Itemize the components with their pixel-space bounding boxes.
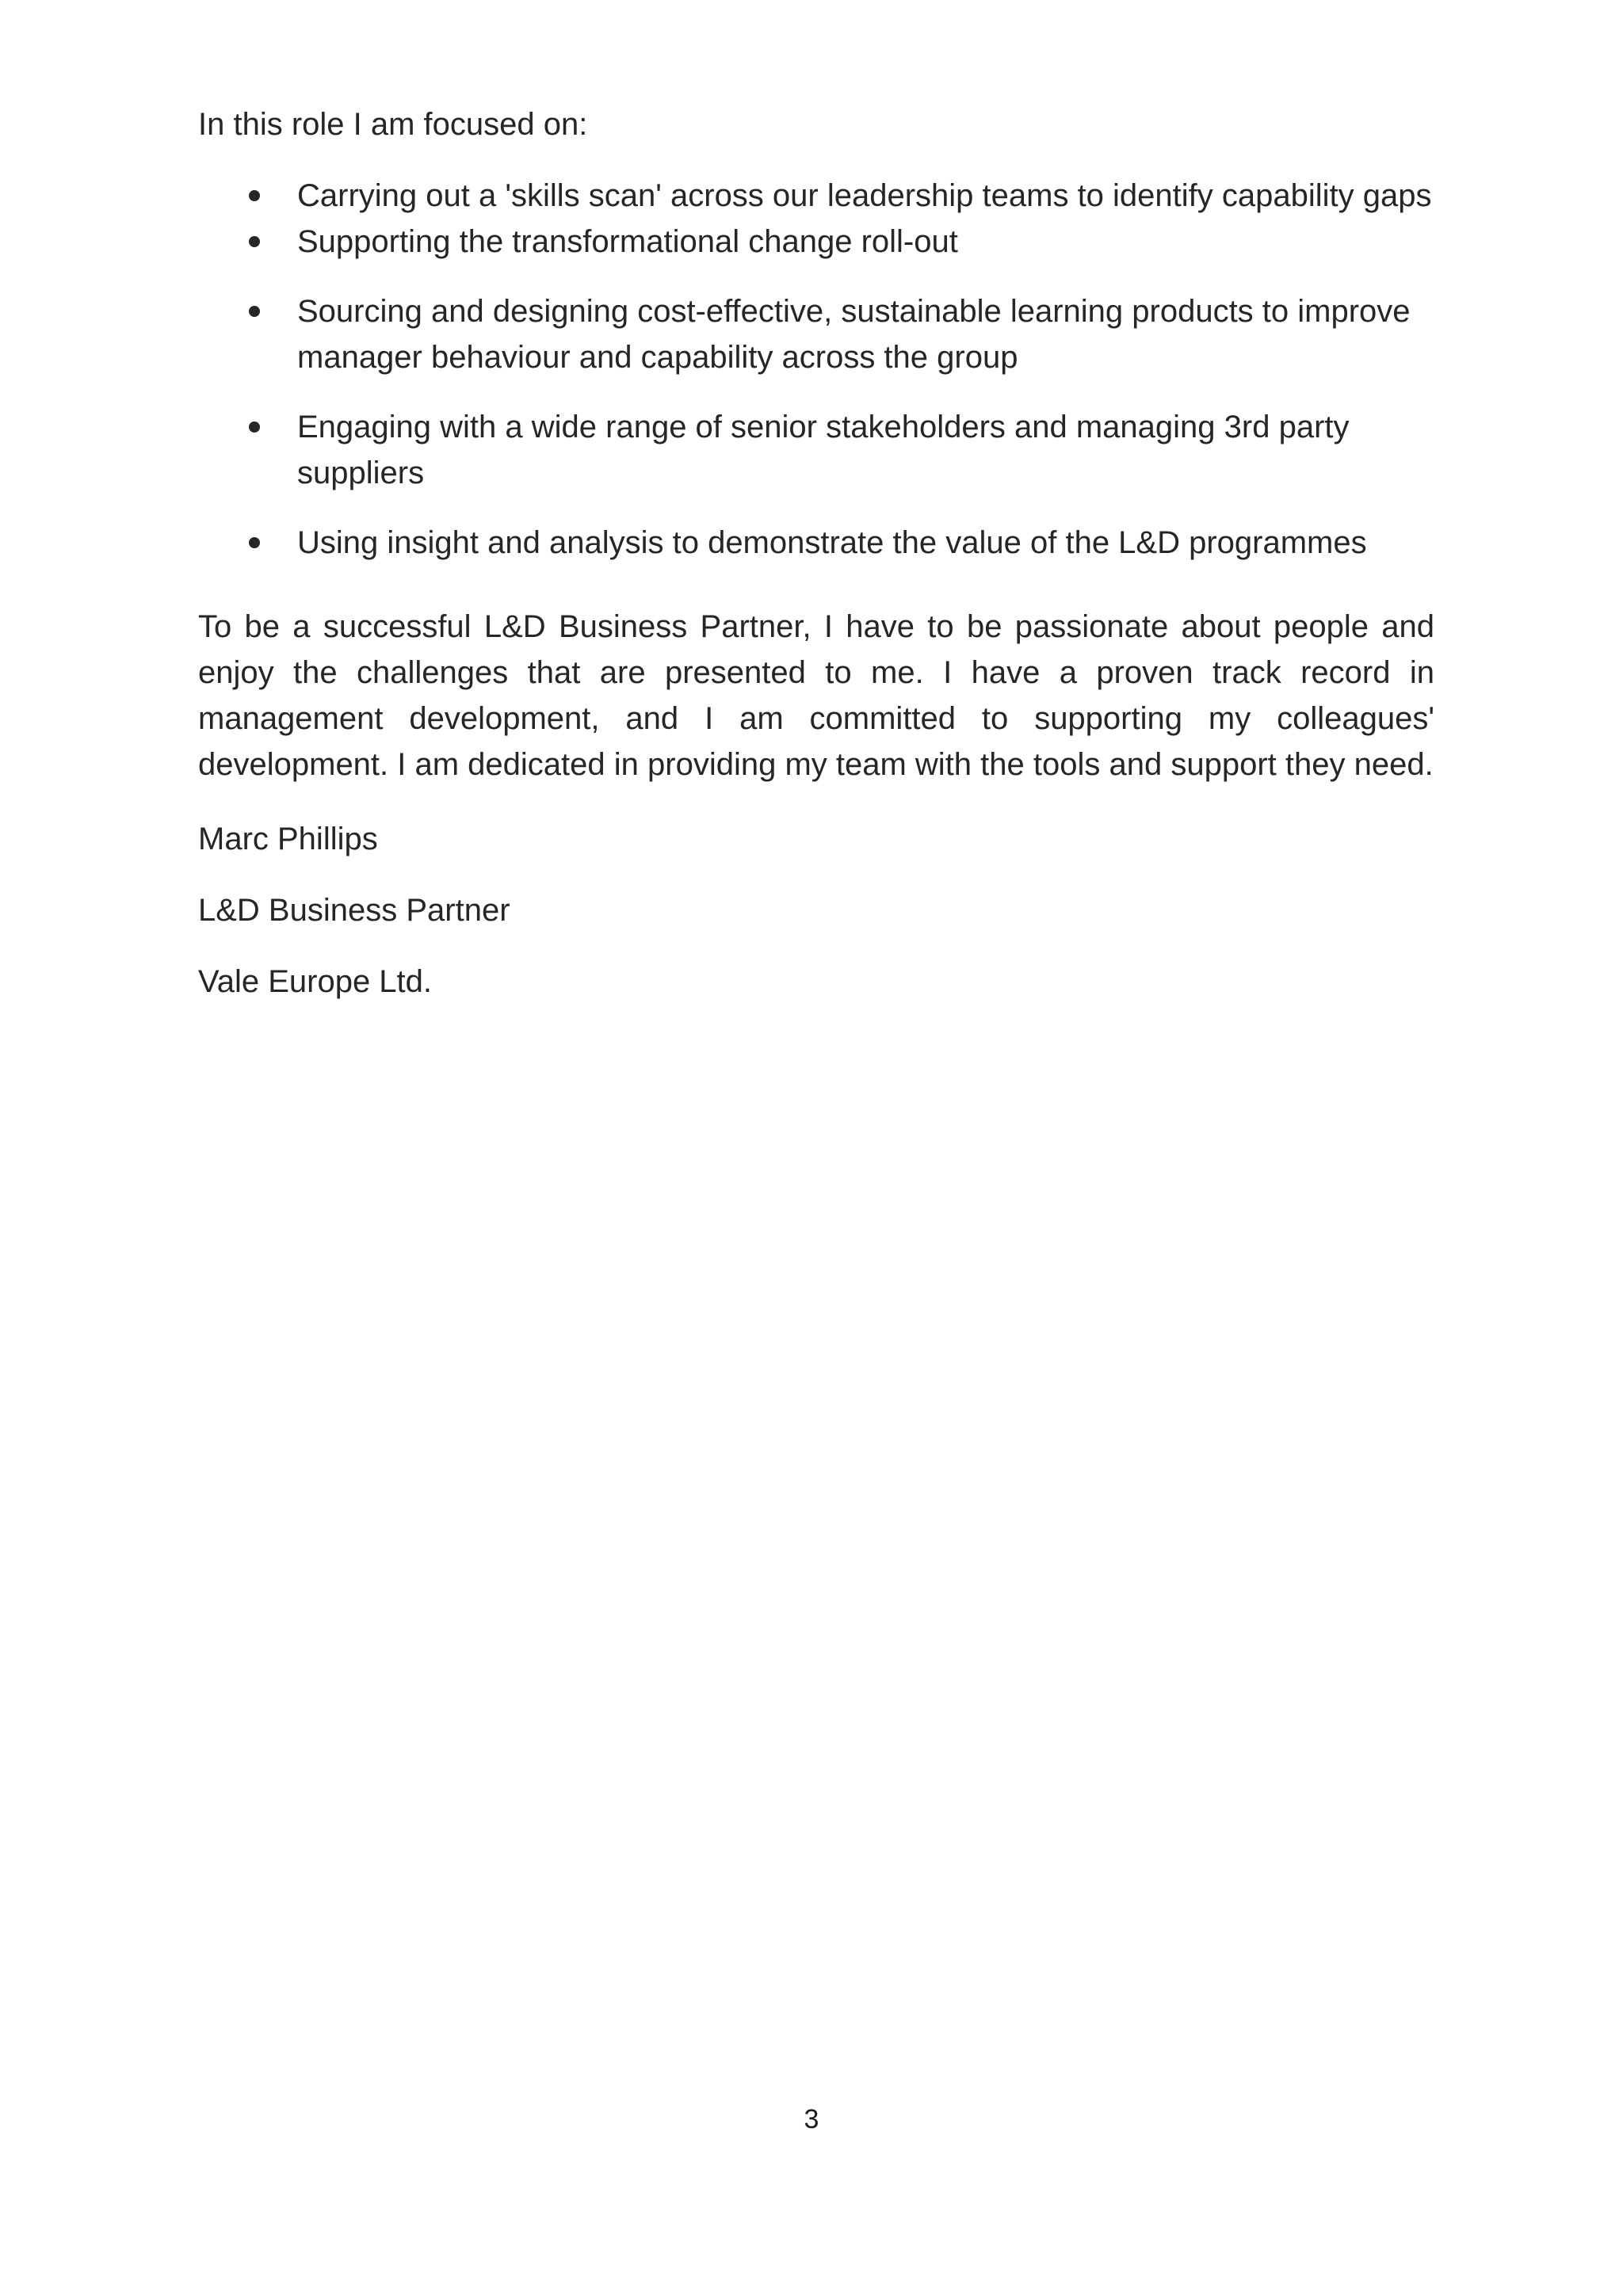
bullet-icon xyxy=(249,190,260,201)
list-item xyxy=(198,404,1434,496)
bullet-icon xyxy=(249,306,260,317)
bullet-icon xyxy=(249,236,260,247)
list-item xyxy=(198,219,1434,265)
bullet-icon xyxy=(249,421,260,433)
list-item-text: Supporting the transformational change roll-out xyxy=(297,224,958,259)
list-item-text: Sourcing and designing cost-effective, sustainable learning products to improve manager behaviour and capability across the group xyxy=(297,294,1411,375)
bullet-icon xyxy=(249,537,260,548)
page-number: 3 xyxy=(804,2104,819,2134)
list-item xyxy=(198,173,1434,219)
signature-title: L&D Business Partner xyxy=(198,893,510,928)
signature-company: Vale Europe Ltd. xyxy=(198,964,433,999)
list-item xyxy=(198,520,1434,566)
list-item-text: Using insight and analysis to demonstrate the value of the L&D programmes xyxy=(297,525,1367,560)
page-content xyxy=(198,101,1434,1005)
signature-name: Marc Phillips xyxy=(198,822,378,856)
list-item-text: Engaging with a wide range of senior stakeholders and managing 3rd party suppliers xyxy=(297,410,1350,490)
list-item xyxy=(198,288,1434,380)
focus-list xyxy=(198,173,1434,566)
body-paragraph: To be a successful L&D Business Partner, I have to be passionate about people and enjoy the challenges that are presented to me. I have a proven track record in management development, and I am committed to supporting my colleagues' development. I am dedicated in providing my team with the tools and support they need. xyxy=(198,609,1434,782)
intro-text: In this role I am focused on: xyxy=(198,107,588,142)
list-item-text: Carrying out a 'skills scan' across our leadership teams to identify capability gaps xyxy=(297,178,1432,213)
